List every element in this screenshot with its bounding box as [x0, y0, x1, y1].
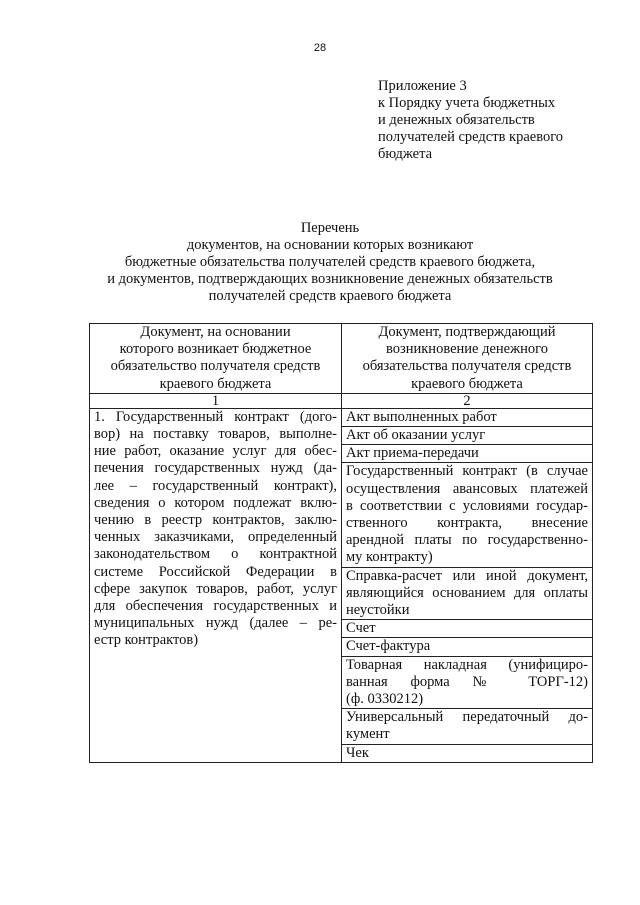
heading-line: и документов, подтверждающих возникновение денежных обязательств: [107, 271, 553, 287]
header-left-line: Документ, на основании: [140, 324, 291, 340]
header-right-cell: [342, 324, 593, 394]
confirming-line: в соответствии с условиями государ-: [346, 497, 588, 514]
basis-line: естр контрактов): [94, 632, 199, 649]
confirming-line: Товарная накладная (унифициро-: [346, 656, 588, 673]
header-right-line: возникновение денежного: [386, 341, 548, 358]
basis-document-cell: [90, 408, 342, 762]
column-number-row: [90, 393, 593, 408]
confirming-line: осуществления авансовых платежей: [346, 480, 588, 497]
confirming-document-cell: Акт выполненных работ: [342, 408, 593, 426]
confirming-line: арендной платы по государственно-: [346, 532, 588, 549]
basis-line: сфере закупок товаров, работ, услуг: [94, 580, 337, 597]
confirming-line: Универсальный передаточный до-: [346, 709, 588, 726]
column-number-left: 1: [90, 393, 342, 408]
document-heading: [60, 220, 600, 305]
basis-line: лее – государственный контракт),: [94, 477, 337, 494]
confirming-line: ванная форма № ТОРГ-12): [346, 673, 588, 690]
basis-line: для обеспечения государственных и: [94, 598, 337, 615]
confirming-document-cell: [342, 463, 593, 567]
documents-table: [89, 323, 593, 763]
header-right-line: краевого бюджета: [411, 375, 523, 392]
basis-line: чению в реестр контрактов, заклю-: [94, 512, 337, 529]
appendix-line: к Порядку учета бюджетных: [378, 95, 556, 111]
confirming-document-cell: [342, 709, 593, 744]
table-header-row: [90, 324, 593, 394]
heading-title: Перечень: [300, 220, 360, 236]
appendix-line: получателей средств краевого: [378, 129, 564, 145]
confirming-line: му контракту): [346, 549, 433, 566]
confirming-document-cell: [342, 567, 593, 620]
table-row: [90, 408, 593, 426]
heading-line: документов, на основании которых возникают: [186, 237, 474, 253]
appendix-line: Приложение 3: [378, 78, 467, 94]
confirming-line: Справка-расчет или иной документ,: [346, 567, 588, 584]
confirming-document-cell: Счет-фактура: [342, 638, 593, 656]
confirming-document-cell: Акт об оказании услуг: [342, 427, 593, 445]
confirming-line: кумент: [346, 726, 390, 743]
appendix-line: и денежных обязательств: [378, 112, 535, 128]
appendix-note: [378, 78, 598, 163]
header-right-line: Документ, подтверждающий: [378, 324, 556, 340]
basis-line: ние работ, оказание услуг для обес-: [94, 443, 337, 460]
basis-line: законодательством о контрактной: [94, 546, 337, 563]
heading-line: получателей средств краевого бюджета: [208, 288, 452, 304]
confirming-line: (ф. 0330212): [346, 691, 424, 708]
confirming-line: являющийся основанием для оплаты: [346, 584, 588, 601]
header-left-line: обязательство получателя средств: [110, 358, 321, 375]
confirming-document-cell: Счет: [342, 620, 593, 638]
basis-line: 1. Государственный контракт (дого-: [94, 408, 337, 425]
heading-line: бюджетные обязательства получателей средств краевого бюджета,: [124, 254, 536, 270]
basis-line: муниципальных нужд (далее – ре-: [94, 615, 337, 632]
header-right-line: обязательства получателя средств: [362, 358, 572, 375]
header-left-cell: [90, 324, 342, 394]
confirming-line: Государственный контракт (в случае: [346, 463, 588, 480]
page-number: 28: [313, 42, 327, 54]
basis-line: сведения о котором подлежат вклю-: [94, 494, 337, 511]
basis-line: вор) на поставку товаров, выполне-: [94, 426, 337, 443]
basis-line: ченных заказчиками, определенный: [94, 529, 337, 546]
appendix-line: бюджета: [378, 146, 433, 162]
header-left-line: краевого бюджета: [159, 375, 272, 392]
confirming-line: неустойки: [346, 602, 410, 619]
basis-line: системе Российской Федерации в: [94, 563, 337, 580]
confirming-document-cell: Акт приема-передачи: [342, 445, 593, 463]
confirming-document-cell: Чек: [342, 744, 593, 762]
header-left-line: которого возникает бюджетное: [119, 341, 312, 358]
confirming-line: ственного контракта, внесение: [346, 515, 588, 532]
column-number-right: 2: [342, 393, 593, 408]
confirming-document-cell: [342, 656, 593, 709]
basis-line: печения государственных нужд (да-: [94, 460, 337, 477]
